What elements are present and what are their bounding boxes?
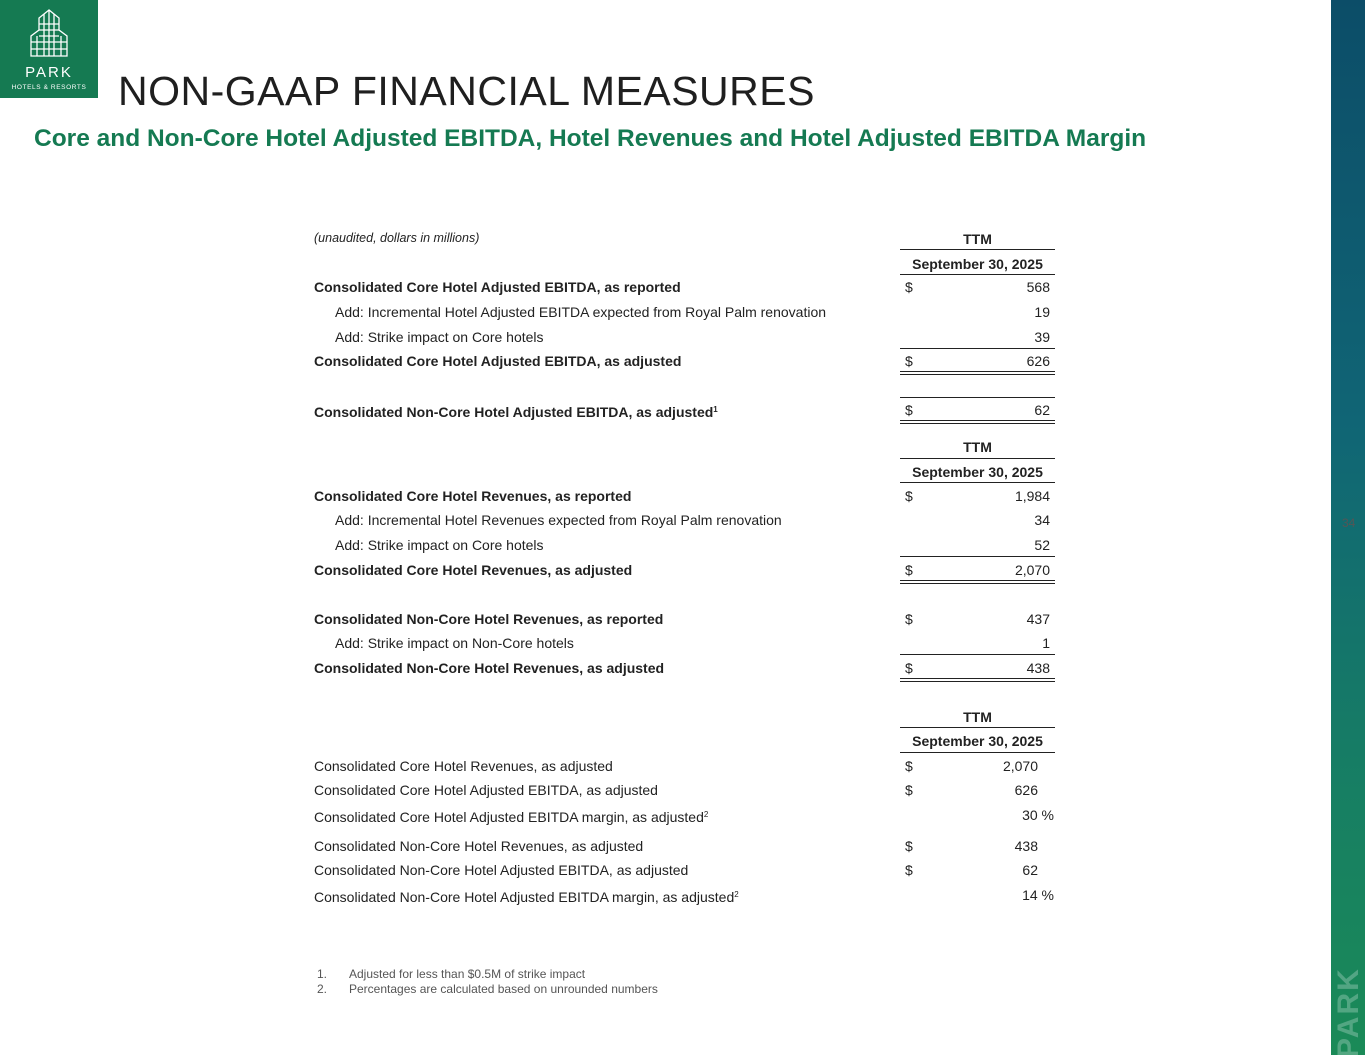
row-label: Add: Incremental Hotel Revenues expected from Royal Palm renovation (335, 512, 782, 528)
total-double-line (900, 580, 1055, 584)
row-label: Add: Strike impact on Non-Core hotels (335, 635, 574, 651)
currency-symbol: $ (905, 611, 913, 627)
row-value: 62 (1022, 862, 1038, 878)
row-label: Consolidated Core Hotel Adjusted EBITDA, as reported (314, 279, 681, 295)
row-value: 30 % (1022, 807, 1054, 823)
row-value: 1,984 (1014, 488, 1050, 504)
row-label: Consolidated Non-Core Hotel Adjusted EBITDA margin, as adjusted$^2$ (314, 889, 739, 905)
table-row (314, 349, 1054, 373)
row-value: 438 (1026, 660, 1050, 676)
row-label: Consolidated Core Hotel Adjusted EBITDA margin, as adjusted$^2$ (314, 809, 709, 825)
column-header-ttm: TTM (963, 439, 992, 455)
table-row (314, 883, 1059, 907)
column-header-date: September 30, 2025 (912, 464, 1043, 480)
footnote-ref: 2 (734, 890, 739, 899)
table-row (314, 607, 1054, 631)
table-row (314, 754, 1054, 778)
row-value: 34 (1034, 512, 1050, 528)
footnote-ref: 1 (713, 405, 718, 414)
currency-symbol: $ (905, 488, 913, 504)
page-number: 34 (1342, 516, 1356, 530)
row-label: Consolidated Core Hotel Revenues, as reported (314, 488, 632, 504)
row-label: Consolidated Non-Core Hotel Revenues, as reported (314, 611, 664, 627)
column-header-date: September 30, 2025 (912, 256, 1043, 272)
table-row (314, 558, 1054, 582)
footnote-ref: 2 (703, 810, 709, 819)
row-label: Add: Incremental Hotel Adjusted EBITDA expected from Royal Palm renovation (335, 304, 827, 320)
page-subtitle: Core and Non-Core Hotel Adjusted EBITDA, Hotel Revenues and Hotel Adjusted EBITDA Margin (34, 125, 1147, 152)
table-row (314, 803, 1059, 827)
row-value: 437 (1026, 611, 1050, 627)
sum-line (900, 654, 1055, 655)
logo-subtitle: HOTELS & RESORTS (11, 84, 87, 91)
currency-symbol: $ (905, 782, 913, 798)
row-label: Consolidated Core Hotel Adjusted EBITDA, as adjusted (314, 782, 658, 798)
column-header-date: September 30, 2025 (912, 733, 1043, 749)
footnote-text: Adjusted for less than $0.5M of strike impact (349, 967, 586, 981)
currency-symbol: $ (905, 838, 913, 854)
row-value: 438 (1014, 838, 1038, 854)
row-label: Consolidated Core Hotel Revenues, as adjusted (314, 562, 633, 578)
row-label: Consolidated Non-Core Hotel Revenues, as adjusted (314, 838, 644, 854)
table-row (314, 325, 1054, 349)
total-double-line (900, 371, 1055, 375)
currency-symbol: $ (905, 353, 913, 369)
row-value: 2,070 (1002, 758, 1038, 774)
footnote-text: Percentages are calculated based on unrounded numbers (349, 982, 658, 996)
table-row (314, 834, 1054, 858)
footnote-number: 2. (317, 982, 328, 996)
table-row (314, 533, 1054, 557)
currency-symbol: $ (905, 402, 913, 418)
row-value: 52 (1034, 537, 1050, 553)
row-label: Consolidated Core Hotel Revenues, as adjusted (314, 758, 613, 774)
row-value: 626 (1014, 782, 1038, 798)
table-row (314, 398, 1054, 422)
park-logo (0, 0, 98, 98)
footnote-number: 1. (317, 967, 328, 981)
table-row (314, 858, 1054, 882)
table-row (314, 631, 1054, 655)
table-row (314, 778, 1054, 802)
table-row (314, 300, 1054, 324)
header-divider (900, 482, 1055, 483)
sum-line (900, 556, 1055, 557)
row-label: Add: Strike impact on Core hotels (335, 537, 544, 553)
row-label: Consolidated Non-Core Hotel Revenues, as adjusted (314, 660, 665, 676)
page-title: NON-GAAP FINANCIAL MEASURES (118, 68, 815, 114)
header-divider (900, 727, 1055, 728)
column-header-ttm: TTM (963, 231, 992, 247)
header-divider (900, 458, 1055, 459)
currency-symbol: $ (905, 758, 913, 774)
total-double-line (900, 420, 1055, 424)
row-label: Consolidated Non-Core Hotel Adjusted EBITDA, as adjusted$^1$ (314, 404, 718, 420)
sidebar-watermark: PARK (1332, 967, 1365, 1058)
logo-brand: PARK (25, 64, 73, 81)
row-value: 14 % (1022, 887, 1054, 903)
total-double-line (900, 678, 1055, 682)
row-label: Add: Strike impact on Core hotels (335, 329, 544, 345)
row-value: 626 (1026, 353, 1050, 369)
table-row (314, 508, 1054, 532)
header-divider (900, 752, 1055, 753)
currency-symbol: $ (905, 660, 913, 676)
row-label: Consolidated Non-Core Hotel Adjusted EBITDA, as adjusted (314, 862, 689, 878)
table-row (314, 484, 1054, 508)
row-value: 62 (1034, 402, 1050, 418)
row-value: 568 (1026, 279, 1050, 295)
currency-symbol: $ (905, 562, 913, 578)
table-row (314, 656, 1054, 680)
currency-symbol: $ (905, 279, 913, 295)
row-value: 1 (1042, 635, 1050, 651)
row-value: 19 (1034, 304, 1050, 320)
tree-logo-icon (27, 8, 71, 62)
row-value: 2,070 (1014, 562, 1050, 578)
column-header-ttm: TTM (963, 709, 992, 725)
row-label: Consolidated Core Hotel Adjusted EBITDA, as adjusted (314, 353, 682, 369)
currency-symbol: $ (905, 862, 913, 878)
header-divider (900, 249, 1055, 250)
table-row (314, 275, 1054, 299)
table-note: (unaudited, dollars in millions) (314, 231, 480, 245)
row-value: 39 (1034, 329, 1050, 345)
